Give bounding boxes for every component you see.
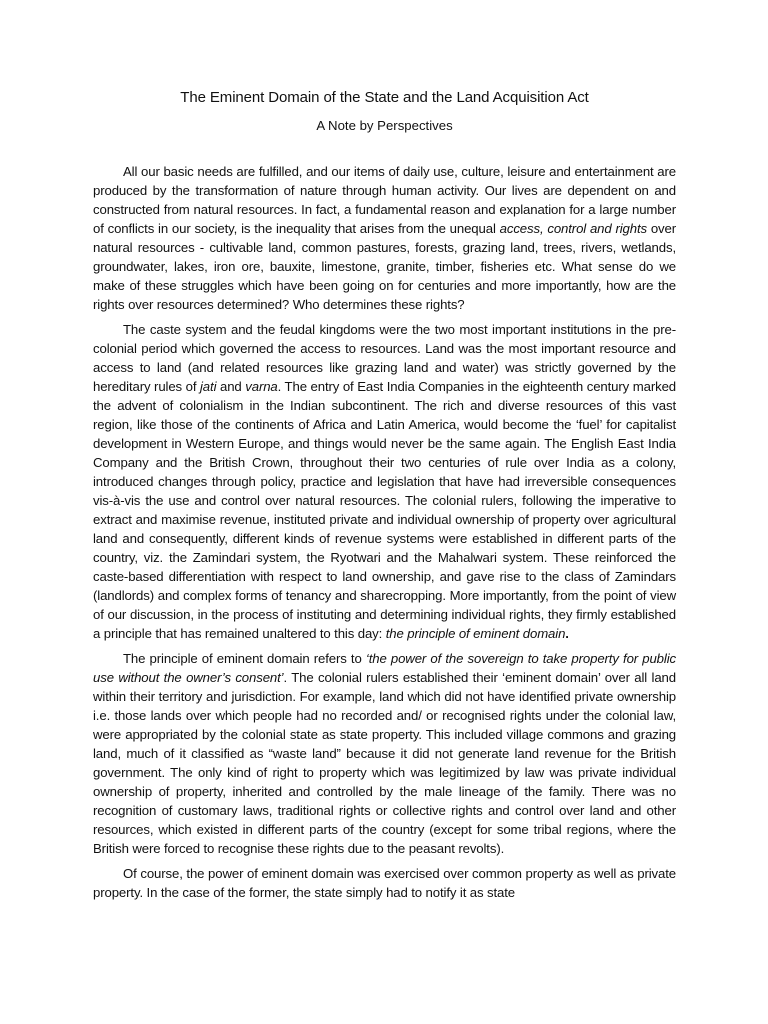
paragraph-emphasis: access, control and rights <box>499 221 647 236</box>
document-subtitle: A Note by Perspectives <box>316 118 453 133</box>
document-title: The Eminent Domain of the State and the Land Acquisition Act <box>180 89 589 106</box>
paragraph-2 <box>93 320 676 643</box>
paragraph-emphasis: ‘the power of the sovereign to take property for public use without the owner’s consent’ <box>93 651 676 685</box>
paragraph-1 <box>93 162 676 314</box>
paragraph-emphasis: the principle of eminent domain <box>385 626 566 641</box>
paragraph-4 <box>93 864 676 902</box>
paragraph-text: . The entry of East India Companies in the eighteenth century marked the advent of colonialism in the Indian subcontinent. The rich and diverse resources of this vast region, like those of the continents of Africa and Latin America, would become the ‘fuel’ for capitalist development in Western Europe, and things would never be the same again. The English East India Company and the British Crown, throughout their two centuries of rule over India as a colony, introduced changes through policy, practice and legislation that have had irreversible consequences vis-à-vis the use and control over natural resources. The colonial rulers, following the imperative to extract and maximise revenue, instituted private and individual ownership of property over agricultural land and consequently, different kinds of revenue systems were established in different parts of the country, viz. the Zamindari system, the Ryotwari and the Mahalwari system. These reinforced the caste-based differentiation with respect to land ownership, and gave rise to the class of Zamindars (landlords) and complex forms of tenancy and sharecropping. More importantly, from the point of view of our discussion, in the process of instituting and determining individual rights, they firmly established a principle that has remained unaltered to this day: <box>93 379 676 641</box>
paragraph-3 <box>93 649 676 858</box>
paragraph-text: Of course, the power of eminent domain was exercised over common property as well as private property. In the case of the former, the state simply had to notify it as state <box>93 866 676 900</box>
paragraph-text: The principle of eminent domain refers to <box>123 651 366 666</box>
paragraph-text: and <box>216 379 246 394</box>
paragraph-text: . The colonial rulers established their ‘eminent domain’ over all land within their territory and jurisdiction. For example, land which did not have identified private ownership i.e. those lands over which people had no recorded and/ or recognised rights under the colonial law, were appropriated by the colonial state as state property. This included village commons and grazing land, much of it classified as “waste land” because it did not generate land revenue for the British government. The only kind of right to property which was legitimized by law was private individual ownership of property, inherited and controlled by the male lineage of the family. There was no recognition of customary laws, traditional rights or collective rights and control over land and other resources, which existed in different parts of the country (except for some tribal regions, where the British were forced to recognise these rights due to the peasant revolts). <box>93 670 676 856</box>
paragraph-text: The caste system and the feudal kingdoms were the two most important institutions in the pre-colonial period which governed the access to resources. Land was the most important resource and access to land (and related resources like grazing land and water) was strictly governed by the hereditary rules of <box>93 322 676 394</box>
paragraph-text: All our basic needs are fulfilled, and our items of daily use, culture, leisure and entertainment are produced by the transformation of nature through human activity. Our lives are dependent on and constructed from natural resources. In fact, a fundamental reason and explanation for a large number of conflicts in our society, is the inequality that arises from the unequal <box>93 164 676 236</box>
paragraph-emphasis: jati <box>200 379 217 394</box>
paragraph-emphasis: varna <box>245 379 278 394</box>
paragraph-text: over natural resources - cultivable land, common pastures, forests, grazing land, trees, rivers, wetlands, groundwater, lakes, iron ore, bauxite, limestone, granite, timber, fisheries etc. What sense do we make of these struggles which have been going on for centuries and more importantly, how are the rights over resources determined? Who determines these rights? <box>93 221 676 312</box>
paragraph-text: . <box>565 626 569 641</box>
